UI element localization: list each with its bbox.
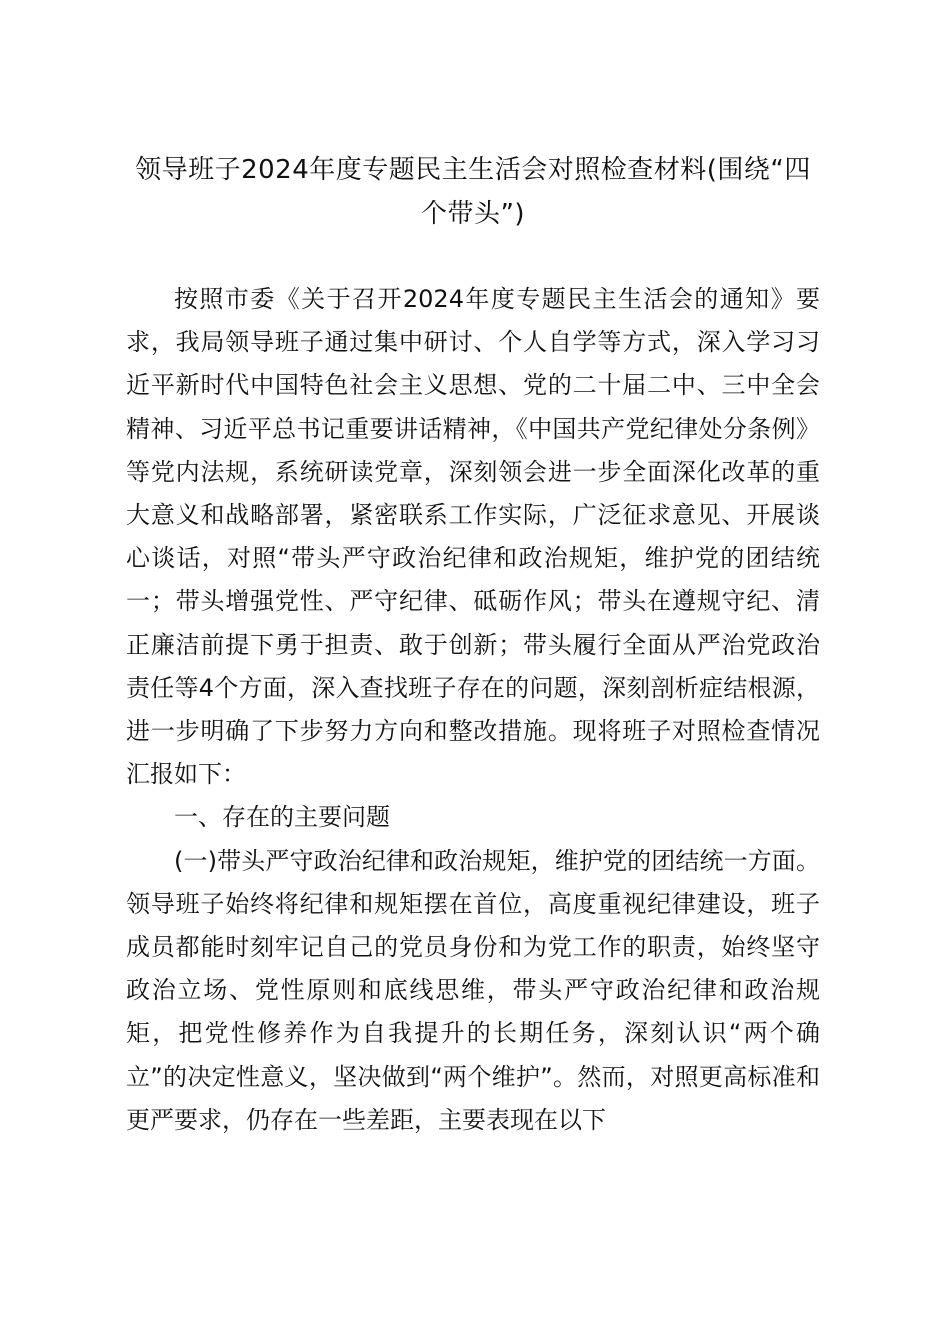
subsection-paragraph: (一)带头严守政治纪律和政治规矩，维护党的团结统一方面。领导班子始终将纪律和规矩摆在首位，高度重视纪律建设，班子成员都能时刻牢记自己的党员身份和为党工作的职责，始终坚守政治立场、党性原则和底线思维，带头严守政治纪律和政治规矩，把党性修养作为自我提升的长期任务，深刻认识“两个确立”的决定性意义，坚决做到“两个维护”。然而，对照更高标准和更严要求，仍存在一些差距，主要表现在以下 [126,846,820,1134]
document-title: 领导班子2024年度专题民主生活会对照检查材料(围绕“四个带头”) [135,155,811,229]
intro-paragraph: 按照市委《关于召开2024年度专题民主生活会的通知》要求，我局领导班子通过集中研讨、个人自学等方式，深入学习习近平新时代中国特色社会主义思想、党的二十届二中、三中全会精神、习近平总书记重要讲话精神，《中国共产党纪律处分条例》等党内法规，系统研读党章，深刻领会进一步全面深化改革的重大意义和战略部署，紧密联系工作实际，广泛征求意见、开展谈心谈话，对照“带头严守政治纪律和政治规矩，维护党的团结统一；带头增强党性、严守纪律、砥砺作风；带头在遵规守纪、清正廉洁前提下勇于担责、敢于创新；带头履行全面从严治党政治责任等4个方面，深入查找班子存在的问题，深刻剖析症结根源，进一步明确了下步努力方向和整改措施。现将班子对照检查情况汇报如下： [126,285,820,789]
document-body [126,278,820,1142]
section-heading: 一、存在的主要问题 [174,803,390,832]
